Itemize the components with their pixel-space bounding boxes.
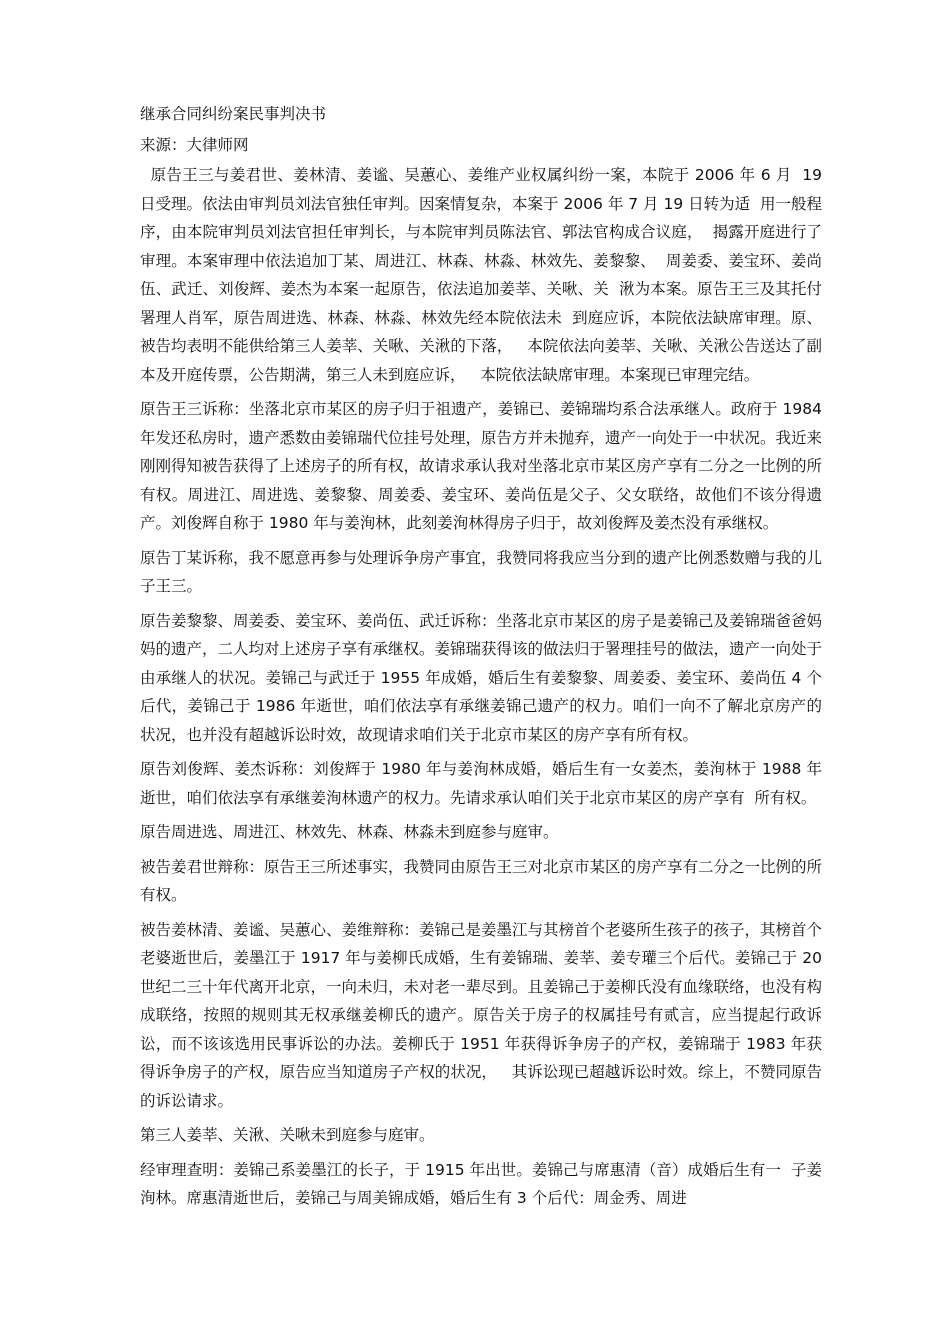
paragraph-plaintiff-jiang-claim: 原告姜黎黎、周姜委、姜宝环、姜尚伍、武迁诉称：坐落北京市某区的房子是姜锦己及姜锦瑞爸爸妈妈的遗产，二人均对上述房子享有承继权。姜锦瑞获得该的做法归于署理挂号的做法，遗产一向处于由承继人的状况。姜锦己与武迁于 1955 年成婚，婚后生有姜黎黎、周姜委、姜宝环、姜尚伍 4 个后代，姜锦己于 1986 年逝世，咱们依法享有承继姜锦己遗产的权力。咱们一向不了解北京房产的状况，也并没有超越诉讼时效，故现请求咱们关于北京市某区的房产享有所有权。: [140, 611, 823, 744]
paragraph-plaintiff-wang-claim: 原告王三诉称：坐落北京市某区的房子归于祖遗产，姜锦已、姜锦瑞均系合法承继人。政府于 1984 年发还私房时，遗产悉数由姜锦瑞代位挂号处理，原告方并未抛弃，遗产一向处于一中状况。我近来刚刚得知被告获得了上述房子的所有权，故请求承认我对坐落北京市某区房产享有二分之一比例的所有权。周进江、周进选、姜黎黎、周姜委、姜宝环、姜尚伍是父子、父女联络，故他们不该分得遗产。刘俊辉自称于 1980 年与姜洵林，此刻姜洵林得房子归于，故刘俊辉及姜杰没有承继权。: [140, 400, 827, 532]
paragraph-plaintiff-liu-claim: 原告刘俊辉、姜杰诉称：刘俊辉于 1980 年与姜洵林成婚，婚后生有一女姜杰，姜洵林于 1988 年逝世，咱们依法享有承继姜洵林遗产的权力。先请求承认咱们关于北京市某区的房产享有 所有权。: [140, 760, 822, 807]
paragraph-case-intro: 原告王三与姜君世、姜林清、姜谧、吴蕙心、姜维产业权属纠纷一案，本院于 2006 年 6 月 19 日受理。依法由审判员刘法官独任审判。因案情复杂，本案于 2006 年 7 月 19 日转为适 用一般程序，由本院审判员刘法官担任审判长，与本院审判员陈法官、郭法官构成合议庭， 揭露开庭进行了审理。本案审理中依法追加丁某、周进江、林森、林淼、林效先、姜黎黎、 周姜委、姜宝环、姜尚伍、武迁、刘俊辉、姜杰为本案一起原告，依法追加姜莘、关啾、关 湫为本案。原告王三及其托付署理人肖军，原告周进选、林森、林淼、林效先经本院依法未 到庭应诉，本院依法缺席审理。原、被告均表明不能供给第三人姜莘、关啾、关湫的下落， 本院依法向姜莘、关啾、关湫公告送达了副本及开庭传票，公告期满，第三人未到庭应诉， 本院依法缺席审理。本案现已审理完结。: [140, 166, 827, 384]
document-source: 来源：大律师网: [140, 135, 249, 154]
paragraph-findings: 经审理查明：姜锦己系姜墨江的长子，于 1915 年出世。姜锦己与席惠清（音）成婚后生有一 子姜洵林。席惠清逝世后，姜锦己与周美锦成婚，婚后生有 3 个后代：周金秀、周进: [140, 1160, 822, 1207]
paragraph-defendants-reply: 被告姜林清、姜谧、吴蕙心、姜维辩称：姜锦己是姜墨江与其榜首个老婆所生孩子的孩子，其榜首个老婆逝世后，姜墨江于 1917 年与姜柳氏成婚，生有姜锦瑞、姜莘、姜专瓘三个后代。姜锦己于 20 世纪二三十年代离开北京，一向未归，未对老一辈尽到。且姜锦己于姜柳氏没有血缘联络，也没有构成联络，按照的规则其无权承继姜柳氏的遗产。原告关于房子的权属挂号有贰言，应当提起行政诉讼，而不该该选用民事诉讼的办法。姜柳氏于 1951 年获得诉争房子的产权，姜锦瑞于 1983 年获得诉争房子的产权，原告应当知道房子产权的状况， 其诉讼现已超越诉讼时效。综上，不赞同原告的诉讼请求。: [140, 920, 827, 1110]
paragraph-defendant-junshi-reply: 被告姜君世辩称：原告王三所述事实，我赞同由原告王三对北京市某区的房产享有二分之一比例的所有权。: [140, 857, 823, 904]
document-title: 继承合同纠纷案民事判决书: [140, 105, 327, 123]
paragraph-plaintiff-ding-claim: 原告丁某诉称，我不愿意再参与处理诉争房产事宜，我赞同将我应当分到的遗产比例悉数赠与我的儿子王三。: [140, 548, 823, 595]
paragraph-third-parties-absent: 第三人姜莘、关湫、关啾未到庭参与庭审。: [140, 1126, 435, 1144]
document-page: [140, 100, 827, 1219]
paragraph-plaintiffs-absent: 原告周进选、周进江、林效先、林森、林淼未到庭参与庭审。: [140, 823, 559, 841]
